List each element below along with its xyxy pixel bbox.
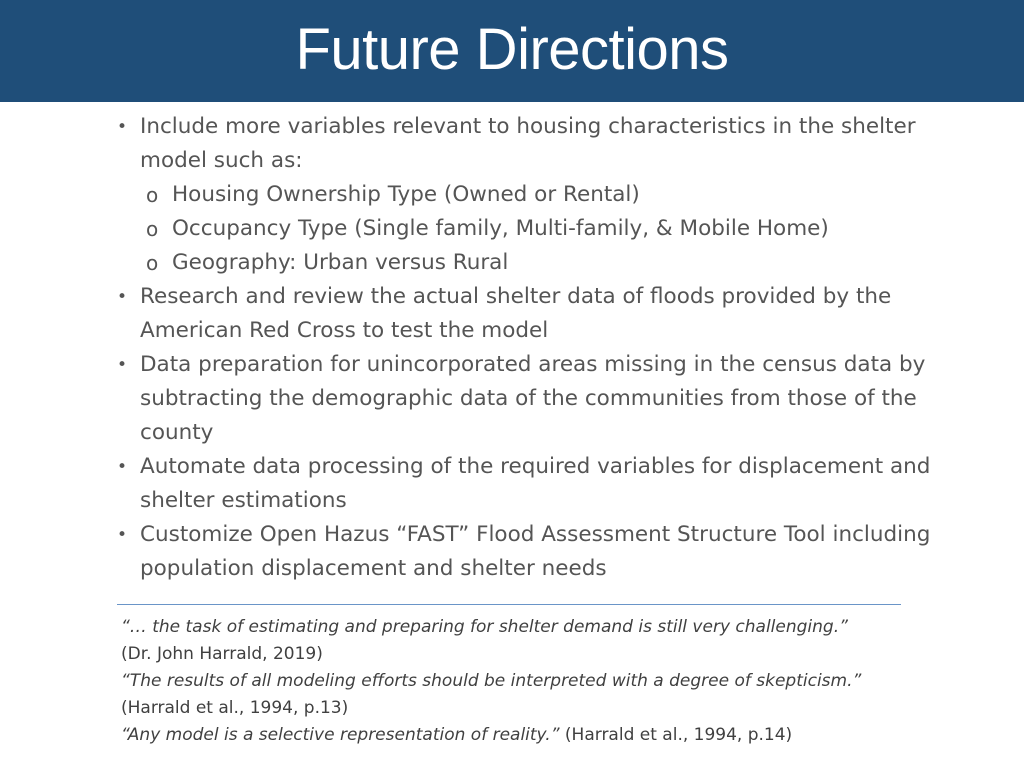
quote-source xyxy=(121,641,1001,668)
quote-line xyxy=(121,614,1001,641)
bullet-text: Research and review the actual shelter data of floods provided by the American Red Cross to test the model xyxy=(140,284,892,343)
bullet-item-automate xyxy=(0,450,940,518)
quote-block xyxy=(121,614,1001,749)
sub-bullet-text: Occupancy Type (Single family, Multi-family, & Mobile Home) xyxy=(172,216,829,241)
divider-line xyxy=(117,604,901,605)
circle-bullet-icon: o xyxy=(146,217,159,241)
bullet-item-research xyxy=(0,280,940,348)
bullet-icon: • xyxy=(117,457,128,477)
quote-line xyxy=(121,722,1001,749)
quote-text: “… the task of estimating and preparing for shelter demand is still very challenging.” xyxy=(121,617,848,637)
circle-bullet-icon: o xyxy=(146,183,159,207)
bullet-icon: • xyxy=(117,355,128,375)
quote-text: “Any model is a selective representation of reality.” xyxy=(121,725,560,745)
title-bar xyxy=(0,0,1024,102)
bullet-text: Include more variables relevant to housing characteristics in the shelter model such as: xyxy=(140,114,916,173)
quote-line xyxy=(121,668,1001,695)
bullet-item-customize xyxy=(0,518,940,586)
sub-bullet-text: Geography: Urban versus Rural xyxy=(172,250,509,275)
bullet-icon: • xyxy=(117,117,128,137)
bullet-list xyxy=(0,110,1024,586)
sub-bullet-text: Housing Ownership Type (Owned or Rental) xyxy=(172,182,640,207)
quote-text: “The results of all modeling efforts should be interpreted with a degree of skepticism.” xyxy=(121,671,862,691)
bullet-text: Automate data processing of the required variables for displacement and shelter estimations xyxy=(140,454,931,513)
bullet-icon: • xyxy=(117,287,128,307)
bullet-item-variables xyxy=(0,110,940,280)
sub-bullet-item xyxy=(0,178,940,212)
sub-bullet-item xyxy=(0,246,940,280)
quote-citation: (Dr. John Harrald, 2019) xyxy=(121,644,323,664)
circle-bullet-icon: o xyxy=(146,251,159,275)
quote-citation: (Harrald et al., 1994, p.14) xyxy=(564,725,793,745)
bullet-text: Data preparation for unincorporated areas missing in the census data by subtracting the demographic data of the communities from those of the county xyxy=(140,352,926,445)
bullet-icon: • xyxy=(117,525,128,545)
sub-bullet-list xyxy=(140,178,940,280)
quote-citation: (Harrald et al., 1994, p.13) xyxy=(121,698,349,718)
sub-bullet-item xyxy=(0,212,940,246)
quote-source xyxy=(121,695,1001,722)
bullet-item-data-preparation xyxy=(0,348,940,450)
bullet-text: Customize Open Hazus “FAST” Flood Assessment Structure Tool including population displacement and shelter needs xyxy=(140,522,931,581)
slide-title: Future Directions xyxy=(295,17,729,82)
